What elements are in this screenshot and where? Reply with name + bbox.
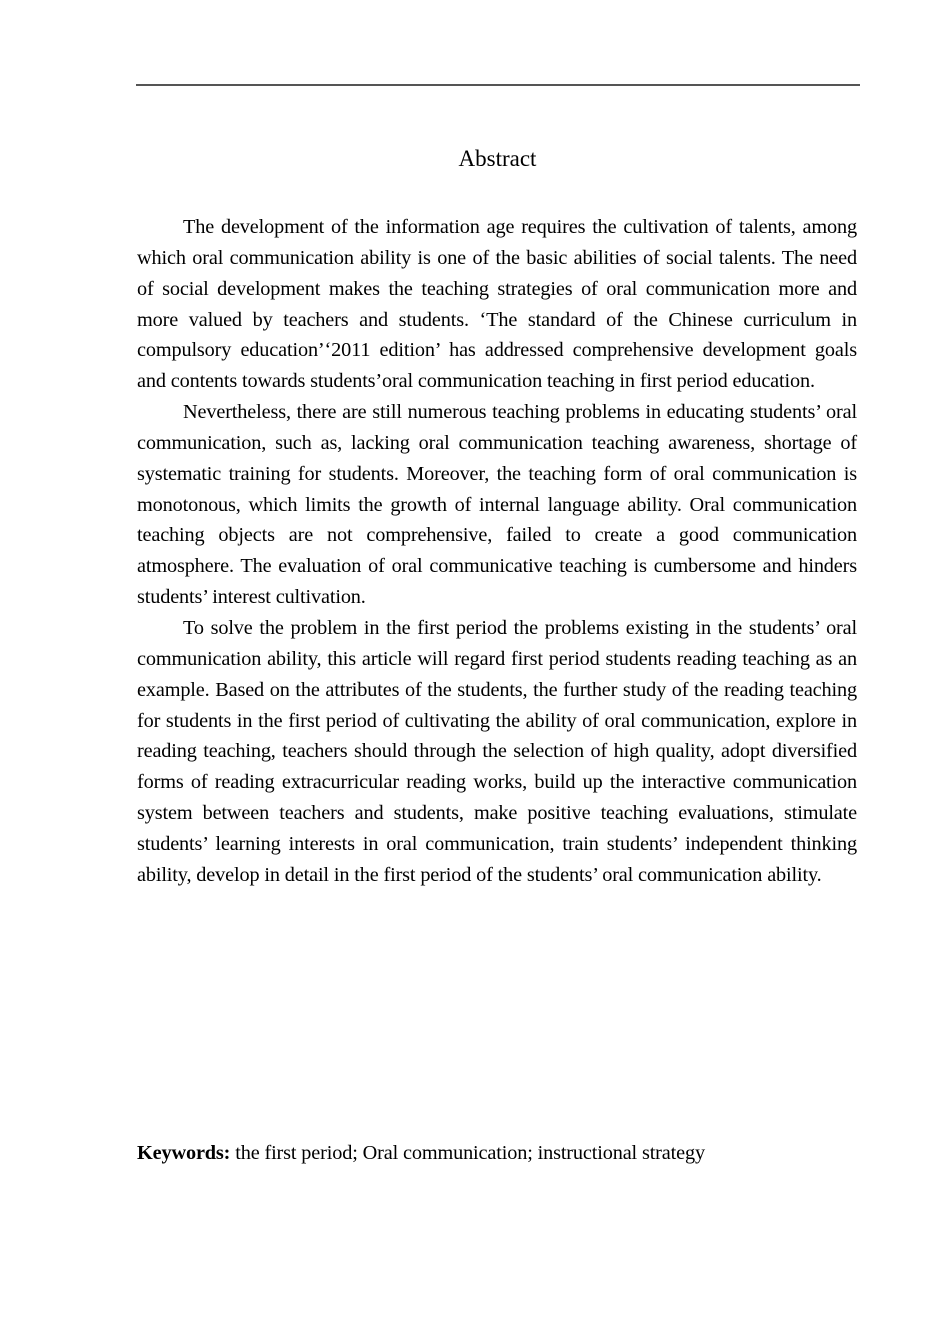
keywords-line: [137, 1138, 857, 1168]
abstract-paragraph: To solve the problem in the first period the problems existing in the students’ oral communication ability, this article will regard first period students reading teaching as an example. Based on the attributes of the students, the further study of the reading teaching for students in the first period of cultivating the ability of oral communication, explore in reading teaching, teachers should through the selection of high quality, adopt diversified forms of reading extracurricular reading works, build up the interactive communication system between teachers and students, make positive teaching evaluations, stimulate students’ learning interests in oral communication, train students’ independent thinking ability, develop in detail in the first period of the students’ oral communication ability.: [137, 616, 857, 886]
header-rule: [136, 84, 860, 86]
keywords-label: Keywords:: [137, 1142, 231, 1164]
keywords-value: the first period; Oral communication; instructional strategy: [230, 1142, 705, 1164]
abstract-paragraph: The development of the information age requires the cultivation of talents, among which oral communication ability is one of the basic abilities of social talents. The need of social development makes the teaching strategies of oral communication more and more valued by teachers and students. ‘The standard of the Chinese curriculum in compulsory education’‘2011 edition’ has addressed comprehensive development goals and contents towards students’oral communication teaching in first period education.: [137, 216, 857, 393]
abstract-body: [137, 212, 857, 891]
abstract-paragraph: Nevertheless, there are still numerous teaching problems in educating students’ oral communication, such as, lacking oral communication teaching awareness, shortage of systematic training for students. Moreover, the teaching form of oral communication is monotonous, which limits the growth of internal language ability. Oral communication teaching objects are not comprehensive, failed to create a good communication atmosphere. The evaluation of oral communicative teaching is cumbersome and hinders students’ interest cultivation.: [137, 401, 857, 609]
page-title: Abstract: [458, 146, 537, 171]
